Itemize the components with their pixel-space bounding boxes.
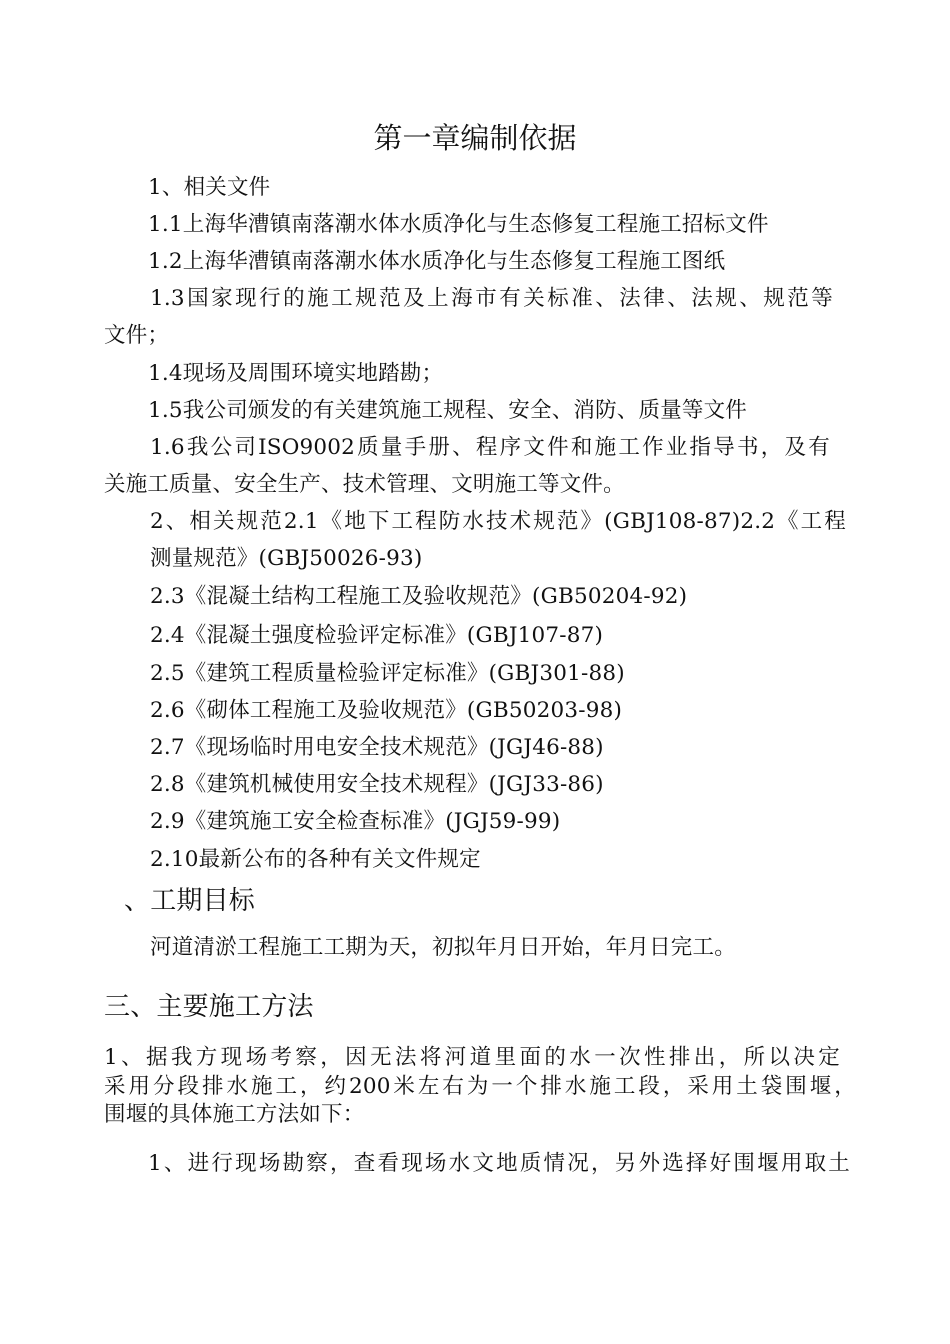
item-1-3: 1.3国家现行的施工规范及上海市有关标准、法律、法规、规范等 <box>150 286 833 311</box>
spec-2-4: 2.4《混凝土强度检验评定标准》(GBJ107-87) <box>150 623 604 648</box>
item-1-1: 1.1上海华漕镇南落潮水体水质净化与生态修复工程施工招标文件 <box>148 212 769 237</box>
spec-2-9: 2.9《建筑施工安全检查标准》(JGJ59-99) <box>150 809 561 834</box>
item-1-6: 1.6我公司ISO9002质量手册、程序文件和施工作业指导书，及有 <box>150 435 830 460</box>
spec-2-8: 2.8《建筑机械使用安全技术规程》(JGJ33-86) <box>150 772 604 797</box>
item-1-6-continued: 关施工质量、安全生产、技术管理、文明施工等文件。 <box>104 472 625 497</box>
spec-2-5: 2.5《建筑工程质量检验评定标准》(GBJ301-88) <box>150 661 625 686</box>
spec-2-7: 2.7《现场临时用电安全技术规范》(JGJ46-88) <box>150 735 604 760</box>
schedule-text: 河道清淤工程施工工期为天，初拟年月日开始，年月日完工。 <box>150 935 736 960</box>
section1-heading: 1、相关文件 <box>148 175 271 200</box>
chapter-title: 第一章编制依据 <box>373 121 577 155</box>
item-1-4: 1.4现场及周围环境实地踏勘； <box>148 361 444 386</box>
schedule-heading: 、工期目标 <box>124 886 256 916</box>
method-step-1: 1、进行现场勘察，查看现场水文地质情况，另外选择好围堰用取土 <box>148 1151 850 1176</box>
method-paragraph-line-3: 围堰的具体施工方法如下： <box>104 1102 365 1127</box>
spec-2-3: 2.3《混凝土结构工程施工及验收规范》(GB50204-92) <box>150 584 688 609</box>
item-1-5: 1.5我公司颁发的有关建筑施工规程、安全、消防、质量等文件 <box>148 398 747 423</box>
spec-2-2-continued: 测量规范》(GBJ50026-93) <box>150 546 423 571</box>
item-1-2: 1.2上海华漕镇南落潮水体水质净化与生态修复工程施工图纸 <box>148 249 726 274</box>
section2-heading-line: 2、相关规范2.1《地下工程防水技术规范》(GBJ108-87)2.2《工程 <box>150 509 846 534</box>
spec-2-10: 2.10最新公布的各种有关文件规定 <box>150 847 481 872</box>
method-paragraph-line-2: 采用分段排水施工，约200米左右为一个排水施工段，采用土袋围堰， <box>104 1074 856 1099</box>
item-1-3-continued: 文件； <box>104 323 170 348</box>
section3-heading: 三、主要施工方法 <box>104 992 314 1022</box>
method-paragraph-line-1: 1、据我方现场考察，因无法将河道里面的水一次性排出，所以决定 <box>104 1045 840 1070</box>
spec-2-6: 2.6《砌体工程施工及验收规范》(GB50203-98) <box>150 698 623 723</box>
